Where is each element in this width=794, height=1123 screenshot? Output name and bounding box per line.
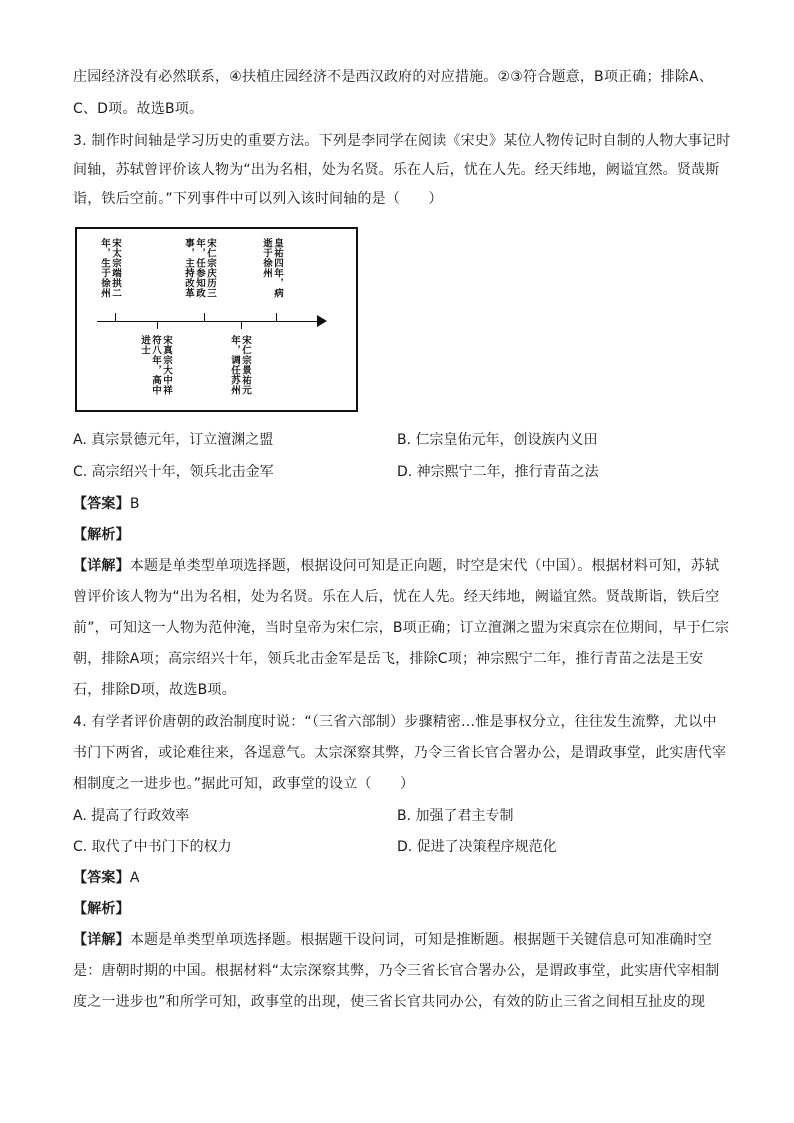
intro-line-1: 庄园经济没有必然联系，④扶植庄园经济不是西汉政府的对应措施。②③符合题意，B项正确；排除A、 [73, 69, 714, 85]
timeline-figure [75, 227, 358, 412]
q4-analysis-tag: 【解析】 [73, 901, 130, 917]
timeline-axis [97, 321, 323, 322]
q3-option-c: C. 高宗绍兴十年，领兵北击金军 [73, 464, 274, 480]
timeline-event-death: 皇祐四年，病 逝于徐州 [261, 238, 283, 298]
q3-detail-line-3: 前”，可知这一人物为范仲淹，当时皇帝为宋仁宗，B项正确；订立澶渊之盟为宋真宗在位期间，早于仁宗 [73, 620, 730, 636]
q3-option-d: D. 神宗熙宁二年，推行青苗之法 [397, 464, 599, 480]
q4-stem-line-2: 书门下两省，或论难往来，各逞意气。太宗深察其弊，乃令三省长官合署办公，是谓政事堂，此实唐代宰 [73, 745, 727, 761]
q4-detail-line-3: 度之一进步也”和所学可知，政事堂的出现，使三省长官共同办公，有效的防止三省之间相互扯皮的现 [73, 994, 706, 1010]
q4-option-a: A. 提高了行政效率 [73, 808, 190, 824]
timeline-tick [204, 313, 205, 321]
timeline-event-suzhou: 宋仁宗景祐元 年，调任苏州 [229, 335, 251, 395]
q4-stem-line-3: 相制度之一进步也。”据此可知，政事堂的设立（ ） [73, 776, 415, 792]
q4-stem-line-1: 4. 有学者评价唐朝的政治制度时说：“（三省六部制）步骤精密…惟是事权分立，往往发生流弊，尤以中 [73, 714, 717, 730]
timeline-arrow-icon [317, 315, 327, 327]
timeline-event-jinshi: 宋真宗大中祥 符八年，高中 进士 [139, 335, 172, 395]
timeline-event-reform: 宋仁宗庆历三 年，任参知政 事，主持改革 [183, 238, 216, 298]
q4-answer-value: A [129, 870, 140, 886]
q3-detail-line-2: 曾评价该人物为“出为名相，处为名贤。乐在人后，忧在人先。经天纬地，阙谥宜然。贤哉斯诣，铁后空 [73, 589, 720, 605]
timeline-tick [157, 321, 158, 329]
timeline-tick [115, 313, 116, 321]
q4-option-b: B. 加强了君主专制 [397, 808, 514, 824]
q3-stem-line-3: 诣，铁后空前。”下列事件中可以列入该时间轴的是（ ） [73, 191, 443, 207]
q3-answer-value: B [129, 496, 140, 512]
q3-stem-line-2: 间轴，苏轼曾评价该人物为“出为名相，处为名贤。乐在人后，忧在人先。经天纬地，阙谥宜然。贤哉斯 [73, 162, 720, 178]
q3-detail-line-1: 【详解】本题是单类型单项选择题，根据设问可知是正向题，时空是宋代（中国）。根据材料可知，苏轼 [73, 558, 720, 574]
q3-answer [73, 494, 723, 514]
q4-detail-tag: 【详解】 [73, 932, 130, 948]
q4-answer [73, 868, 723, 888]
q4-detail-line-2: 是：唐朝时期的中国。根据材料“太宗深察其弊，乃令三省长官合署办公，是谓政事堂，此实唐代宰相制 [73, 963, 720, 979]
q3-option-a: A. 真宗景德元年，订立澶渊之盟 [73, 432, 274, 448]
timeline-tick [241, 321, 242, 329]
q4-answer-tag: 【答案】 [73, 870, 130, 886]
q3-detail-line-4: 朝，排除A项；高宗绍兴十年，领兵北击金军是岳飞，排除C项；神宗熙宁二年，推行青苗之法是王安 [73, 651, 704, 667]
q3-option-b: B. 仁宗皇佑元年，创设族内义田 [397, 432, 598, 448]
timeline-tick [276, 313, 277, 321]
q4-option-c: C. 取代了中书门下的权力 [73, 839, 232, 855]
q3-stem-line-1: 3. 制作时间轴是学习历史的重要方法。下列是李同学在阅读《宋史》某位人物传记时自制的人物大事记时 [73, 133, 731, 149]
q3-detail-tag: 【详解】 [73, 558, 130, 574]
q3-detail-line-5: 石，排除D项，故选B项。 [73, 682, 236, 698]
q4-detail-line-1: 【详解】本题是单类型单项选择题。根据题干设问词，可知是推断题。根据题干关键信息可知准确时空 [73, 932, 713, 948]
q4-option-d: D. 促进了决策程序规范化 [397, 839, 557, 855]
timeline-event-birth: 宋太宗端拱二 年，生于徐州 [99, 238, 121, 298]
q3-analysis-tag: 【解析】 [73, 527, 130, 543]
q3-answer-tag: 【答案】 [73, 496, 130, 512]
intro-line-2: C、D项。故选B项。 [73, 101, 204, 117]
